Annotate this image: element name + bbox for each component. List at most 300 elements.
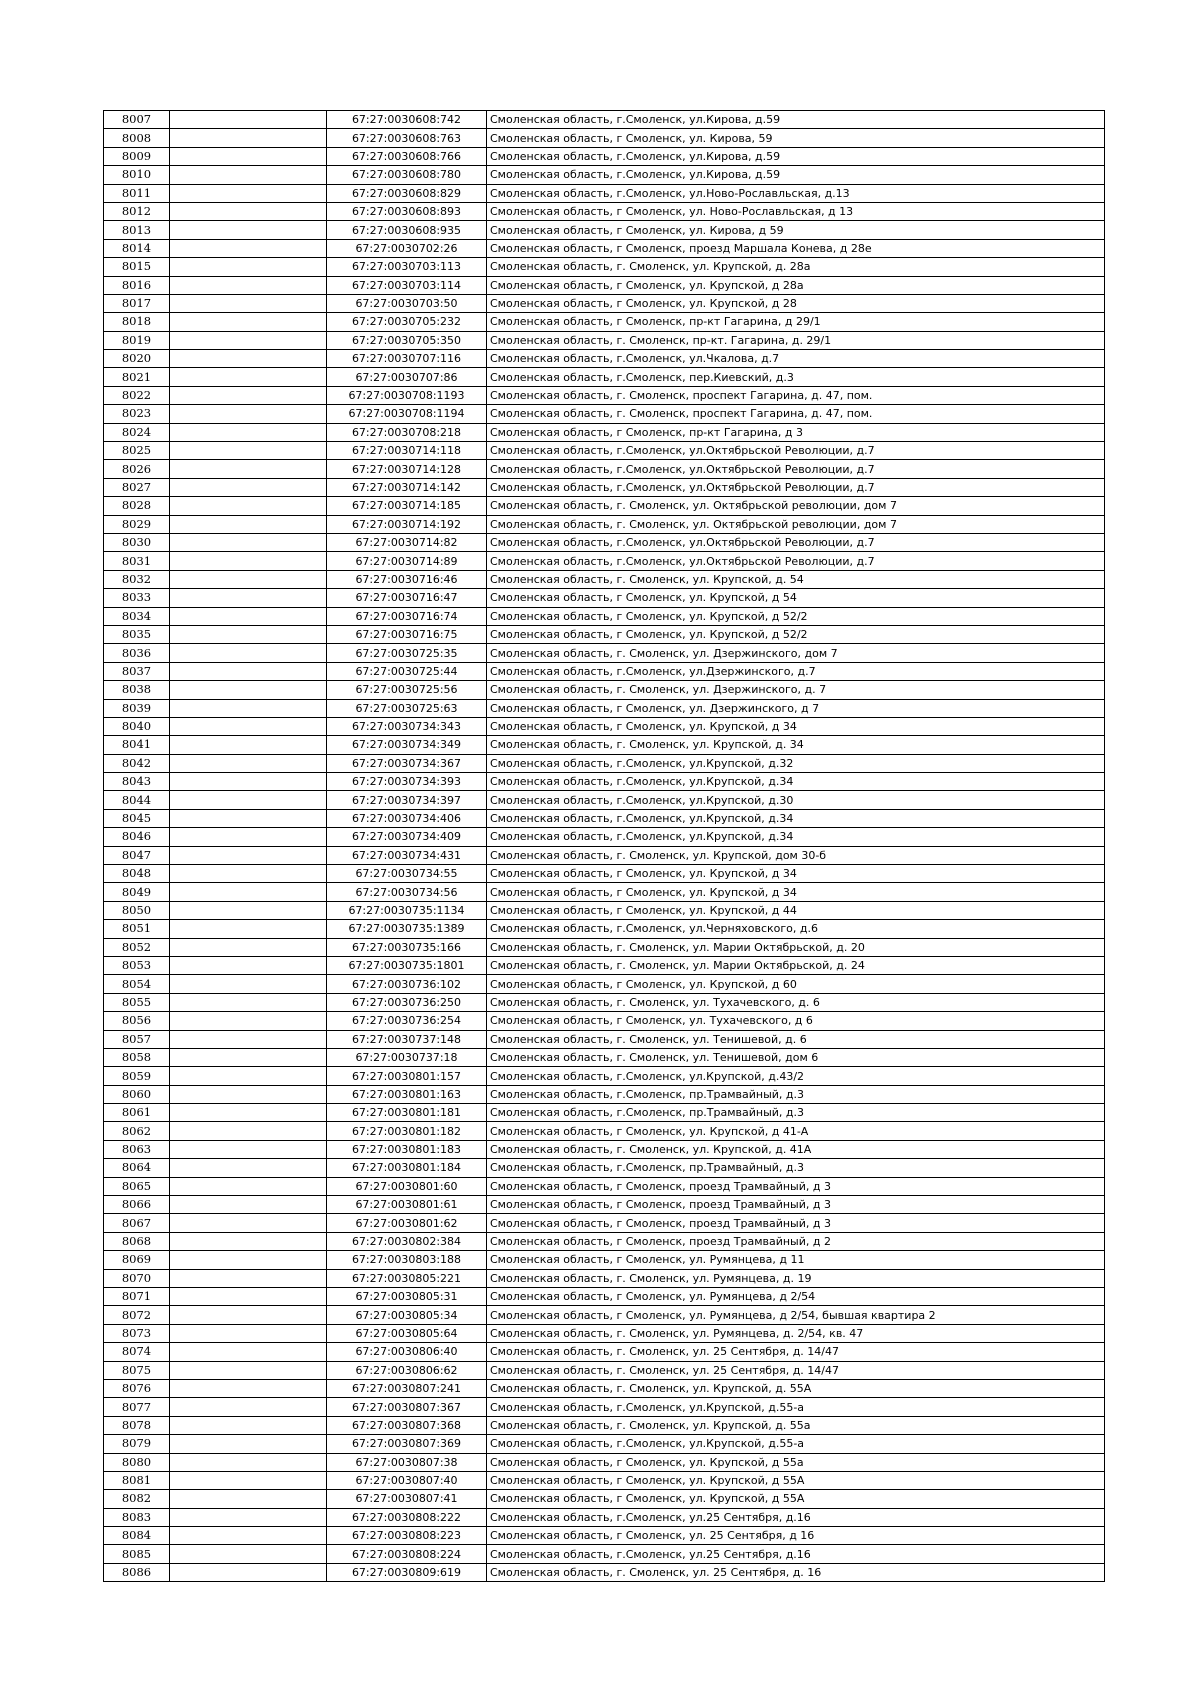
cadastral-number: 67:27:0030808:224 bbox=[327, 1545, 487, 1563]
table-row bbox=[104, 1508, 1105, 1526]
address: Смоленская область, г Смоленск, ул. Кирова, д 59 bbox=[487, 221, 1105, 239]
cadastral-number: 67:27:0030708:1193 bbox=[327, 386, 487, 404]
table-row bbox=[104, 1324, 1105, 1342]
empty-cell bbox=[170, 607, 327, 625]
address: Смоленская область, г. Смоленск, ул. Крупской, д. 54 bbox=[487, 570, 1105, 588]
address: Смоленская область, г Смоленск, ул. Крупской, д 52/2 bbox=[487, 607, 1105, 625]
empty-cell bbox=[170, 515, 327, 533]
row-number: 8045 bbox=[104, 809, 170, 827]
cadastral-number: 67:27:0030805:34 bbox=[327, 1306, 487, 1324]
table-row bbox=[104, 478, 1105, 496]
address: Смоленская область, г Смоленск, ул. Румянцева, д 2/54, бывшая квартира 2 bbox=[487, 1306, 1105, 1324]
cadastral-number: 67:27:0030737:148 bbox=[327, 1030, 487, 1048]
table-row bbox=[104, 184, 1105, 202]
empty-cell bbox=[170, 754, 327, 772]
cadastral-number: 67:27:0030608:935 bbox=[327, 221, 487, 239]
table-row bbox=[104, 773, 1105, 791]
cadastral-number: 67:27:0030707:116 bbox=[327, 350, 487, 368]
address: Смоленская область, г. Смоленск, ул. Румянцева, д. 2/54, кв. 47 bbox=[487, 1324, 1105, 1342]
cadastral-number: 67:27:0030809:619 bbox=[327, 1563, 487, 1581]
row-number: 8050 bbox=[104, 901, 170, 919]
cadastral-number: 67:27:0030608:829 bbox=[327, 184, 487, 202]
table-row bbox=[104, 1288, 1105, 1306]
table-row bbox=[104, 386, 1105, 404]
table-row bbox=[104, 1140, 1105, 1158]
cadastral-number: 67:27:0030703:50 bbox=[327, 294, 487, 312]
empty-cell bbox=[170, 294, 327, 312]
cadastral-number: 67:27:0030734:55 bbox=[327, 865, 487, 883]
cadastral-number: 67:27:0030714:142 bbox=[327, 478, 487, 496]
row-number: 8020 bbox=[104, 350, 170, 368]
address: Смоленская область, г. Смоленск, ул. Дзержинского, д. 7 bbox=[487, 681, 1105, 699]
cadastral-number: 67:27:0030725:56 bbox=[327, 681, 487, 699]
property-table-body bbox=[104, 111, 1105, 1582]
cadastral-number: 67:27:0030714:118 bbox=[327, 442, 487, 460]
table-row bbox=[104, 1343, 1105, 1361]
table-row bbox=[104, 1361, 1105, 1379]
row-number: 8059 bbox=[104, 1067, 170, 1085]
empty-cell bbox=[170, 1030, 327, 1048]
table-row bbox=[104, 1545, 1105, 1563]
empty-cell bbox=[170, 221, 327, 239]
address: Смоленская область, г Смоленск, ул. Ново-Рославльская, д 13 bbox=[487, 202, 1105, 220]
address: Смоленская область, г.Смоленск, ул.Крупской, д.32 bbox=[487, 754, 1105, 772]
table-row bbox=[104, 736, 1105, 754]
table-row bbox=[104, 350, 1105, 368]
table-row bbox=[104, 570, 1105, 588]
row-number: 8027 bbox=[104, 478, 170, 496]
row-number: 8066 bbox=[104, 1196, 170, 1214]
row-number: 8033 bbox=[104, 589, 170, 607]
row-number: 8060 bbox=[104, 1085, 170, 1103]
row-number: 8023 bbox=[104, 405, 170, 423]
row-number: 8037 bbox=[104, 662, 170, 680]
table-row bbox=[104, 221, 1105, 239]
empty-cell bbox=[170, 313, 327, 331]
row-number: 8016 bbox=[104, 276, 170, 294]
table-row bbox=[104, 129, 1105, 147]
empty-cell bbox=[170, 1563, 327, 1581]
cadastral-number: 67:27:0030801:182 bbox=[327, 1122, 487, 1140]
empty-cell bbox=[170, 1048, 327, 1066]
cadastral-number: 67:27:0030802:384 bbox=[327, 1232, 487, 1250]
address: Смоленская область, г. Смоленск, ул. Крупской, д. 55а bbox=[487, 1416, 1105, 1434]
empty-cell bbox=[170, 920, 327, 938]
cadastral-number: 67:27:0030801:60 bbox=[327, 1177, 487, 1195]
row-number: 8086 bbox=[104, 1563, 170, 1581]
address: Смоленская область, г.Смоленск, ул.Крупской, д.55-а bbox=[487, 1398, 1105, 1416]
cadastral-number: 67:27:0030705:232 bbox=[327, 313, 487, 331]
table-row bbox=[104, 1122, 1105, 1140]
empty-cell bbox=[170, 773, 327, 791]
row-number: 8038 bbox=[104, 681, 170, 699]
row-number: 8058 bbox=[104, 1048, 170, 1066]
cadastral-number: 67:27:0030734:409 bbox=[327, 828, 487, 846]
table-row bbox=[104, 258, 1105, 276]
address: Смоленская область, г. Смоленск, ул. Тухачевского, д. 6 bbox=[487, 993, 1105, 1011]
empty-cell bbox=[170, 589, 327, 607]
cadastral-number: 67:27:0030801:184 bbox=[327, 1159, 487, 1177]
row-number: 8024 bbox=[104, 423, 170, 441]
empty-cell bbox=[170, 1104, 327, 1122]
address: Смоленская область, г.Смоленск, пр.Трамвайный, д.3 bbox=[487, 1104, 1105, 1122]
empty-cell bbox=[170, 1177, 327, 1195]
cadastral-number: 67:27:0030807:369 bbox=[327, 1435, 487, 1453]
table-row bbox=[104, 239, 1105, 257]
table-row bbox=[104, 644, 1105, 662]
empty-cell bbox=[170, 625, 327, 643]
address: Смоленская область, г Смоленск, проезд Трамвайный, д 3 bbox=[487, 1177, 1105, 1195]
address: Смоленская область, г.Смоленск, ул.Кирова, д.59 bbox=[487, 111, 1105, 129]
empty-cell bbox=[170, 717, 327, 735]
table-row bbox=[104, 1379, 1105, 1397]
cadastral-number: 67:27:0030716:46 bbox=[327, 570, 487, 588]
address: Смоленская область, г.Смоленск, ул.Крупской, д.30 bbox=[487, 791, 1105, 809]
table-row bbox=[104, 589, 1105, 607]
empty-cell bbox=[170, 1306, 327, 1324]
cadastral-number: 67:27:0030714:82 bbox=[327, 533, 487, 551]
empty-cell bbox=[170, 1361, 327, 1379]
table-row bbox=[104, 1159, 1105, 1177]
row-number: 8030 bbox=[104, 533, 170, 551]
table-row bbox=[104, 1177, 1105, 1195]
empty-cell bbox=[170, 883, 327, 901]
address: Смоленская область, г.Смоленск, ул.Кирова, д.59 bbox=[487, 147, 1105, 165]
empty-cell bbox=[170, 1527, 327, 1545]
table-row bbox=[104, 276, 1105, 294]
address: Смоленская область, г. Смоленск, ул. 25 Сентября, д. 14/47 bbox=[487, 1343, 1105, 1361]
cadastral-number: 67:27:0030734:397 bbox=[327, 791, 487, 809]
cadastral-number: 67:27:0030806:40 bbox=[327, 1343, 487, 1361]
address: Смоленская область, г Смоленск, проезд Трамвайный, д 3 bbox=[487, 1214, 1105, 1232]
table-row bbox=[104, 313, 1105, 331]
table-row bbox=[104, 717, 1105, 735]
address: Смоленская область, г.Смоленск, ул.Чкалова, д.7 bbox=[487, 350, 1105, 368]
row-number: 8049 bbox=[104, 883, 170, 901]
address: Смоленская область, г Смоленск, ул. Румянцева, д 11 bbox=[487, 1251, 1105, 1269]
empty-cell bbox=[170, 1324, 327, 1342]
row-number: 8036 bbox=[104, 644, 170, 662]
address: Смоленская область, г.Смоленск, пр.Трамвайный, д.3 bbox=[487, 1085, 1105, 1103]
table-row bbox=[104, 1453, 1105, 1471]
cadastral-number: 67:27:0030736:102 bbox=[327, 975, 487, 993]
row-number: 8055 bbox=[104, 993, 170, 1011]
address: Смоленская область, г.Смоленск, ул.Крупской, д.34 bbox=[487, 809, 1105, 827]
cadastral-number: 67:27:0030734:393 bbox=[327, 773, 487, 791]
cadastral-number: 67:27:0030736:254 bbox=[327, 1012, 487, 1030]
empty-cell bbox=[170, 1251, 327, 1269]
cadastral-number: 67:27:0030734:56 bbox=[327, 883, 487, 901]
table-row bbox=[104, 938, 1105, 956]
empty-cell bbox=[170, 1379, 327, 1397]
empty-cell bbox=[170, 129, 327, 147]
row-number: 8009 bbox=[104, 147, 170, 165]
cadastral-number: 67:27:0030805:64 bbox=[327, 1324, 487, 1342]
address: Смоленская область, г. Смоленск, ул. Марии Октябрьской, д. 20 bbox=[487, 938, 1105, 956]
table-row bbox=[104, 1416, 1105, 1434]
table-row bbox=[104, 442, 1105, 460]
empty-cell bbox=[170, 938, 327, 956]
row-number: 8007 bbox=[104, 111, 170, 129]
table-row bbox=[104, 975, 1105, 993]
cadastral-number: 67:27:0030801:61 bbox=[327, 1196, 487, 1214]
empty-cell bbox=[170, 1269, 327, 1287]
empty-cell bbox=[170, 570, 327, 588]
cadastral-number: 67:27:0030725:63 bbox=[327, 699, 487, 717]
row-number: 8015 bbox=[104, 258, 170, 276]
row-number: 8077 bbox=[104, 1398, 170, 1416]
empty-cell bbox=[170, 478, 327, 496]
empty-cell bbox=[170, 644, 327, 662]
row-number: 8019 bbox=[104, 331, 170, 349]
row-number: 8012 bbox=[104, 202, 170, 220]
address: Смоленская область, г.Смоленск, ул.Крупской, д.43/2 bbox=[487, 1067, 1105, 1085]
cadastral-number: 67:27:0030608:780 bbox=[327, 166, 487, 184]
row-number: 8014 bbox=[104, 239, 170, 257]
cadastral-number: 67:27:0030801:183 bbox=[327, 1140, 487, 1158]
address: Смоленская область, г. Смоленск, ул. Октябрьской революции, дом 7 bbox=[487, 515, 1105, 533]
table-row bbox=[104, 1398, 1105, 1416]
cadastral-number: 67:27:0030734:367 bbox=[327, 754, 487, 772]
cadastral-number: 67:27:0030714:192 bbox=[327, 515, 487, 533]
address: Смоленская область, г Смоленск, ул. Крупской, д 55А bbox=[487, 1471, 1105, 1489]
table-row bbox=[104, 1306, 1105, 1324]
address: Смоленская область, г Смоленск, ул. Крупской, д 55А bbox=[487, 1490, 1105, 1508]
row-number: 8076 bbox=[104, 1379, 170, 1397]
empty-cell bbox=[170, 1140, 327, 1158]
table-row bbox=[104, 828, 1105, 846]
table-row bbox=[104, 111, 1105, 129]
address: Смоленская область, г. Смоленск, проспект Гагарина, д. 47, пом. bbox=[487, 405, 1105, 423]
empty-cell bbox=[170, 423, 327, 441]
address: Смоленская область, г.Смоленск, ул.Крупской, д.34 bbox=[487, 773, 1105, 791]
cadastral-number: 67:27:0030807:368 bbox=[327, 1416, 487, 1434]
row-number: 8034 bbox=[104, 607, 170, 625]
cadastral-number: 67:27:0030801:157 bbox=[327, 1067, 487, 1085]
cadastral-number: 67:27:0030725:44 bbox=[327, 662, 487, 680]
table-row bbox=[104, 1232, 1105, 1250]
row-number: 8040 bbox=[104, 717, 170, 735]
empty-cell bbox=[170, 1398, 327, 1416]
address: Смоленская область, г Смоленск, проезд Маршала Конева, д 28е bbox=[487, 239, 1105, 257]
row-number: 8047 bbox=[104, 846, 170, 864]
cadastral-number: 67:27:0030608:766 bbox=[327, 147, 487, 165]
address: Смоленская область, г Смоленск, ул. Крупской, д 54 bbox=[487, 589, 1105, 607]
row-number: 8032 bbox=[104, 570, 170, 588]
empty-cell bbox=[170, 1012, 327, 1030]
row-number: 8052 bbox=[104, 938, 170, 956]
row-number: 8074 bbox=[104, 1343, 170, 1361]
cadastral-number: 67:27:0030737:18 bbox=[327, 1048, 487, 1066]
empty-cell bbox=[170, 1085, 327, 1103]
empty-cell bbox=[170, 1067, 327, 1085]
address: Смоленская область, г.Смоленск, ул.Крупской, д.34 bbox=[487, 828, 1105, 846]
empty-cell bbox=[170, 993, 327, 1011]
table-row bbox=[104, 423, 1105, 441]
address: Смоленская область, г Смоленск, ул. Крупской, д 60 bbox=[487, 975, 1105, 993]
empty-cell bbox=[170, 1416, 327, 1434]
address: Смоленская область, г.Смоленск, ул.Октябрьской Революции, д.7 bbox=[487, 460, 1105, 478]
cadastral-number: 67:27:0030714:128 bbox=[327, 460, 487, 478]
table-row bbox=[104, 662, 1105, 680]
address: Смоленская область, г Смоленск, ул. Дзержинского, д 7 bbox=[487, 699, 1105, 717]
address: Смоленская область, г Смоленск, ул. Крупской, д 28а bbox=[487, 276, 1105, 294]
table-row bbox=[104, 1490, 1105, 1508]
row-number: 8075 bbox=[104, 1361, 170, 1379]
address: Смоленская область, г Смоленск, ул. Румянцева, д 2/54 bbox=[487, 1288, 1105, 1306]
row-number: 8082 bbox=[104, 1490, 170, 1508]
table-row bbox=[104, 1563, 1105, 1581]
cadastral-number: 67:27:0030716:74 bbox=[327, 607, 487, 625]
address: Смоленская область, г.Смоленск, ул.Кирова, д.59 bbox=[487, 166, 1105, 184]
address: Смоленская область, г Смоленск, проезд Трамвайный, д 2 bbox=[487, 1232, 1105, 1250]
row-number: 8029 bbox=[104, 515, 170, 533]
address: Смоленская область, г. Смоленск, пр-кт. Гагарина, д. 29/1 bbox=[487, 331, 1105, 349]
empty-cell bbox=[170, 828, 327, 846]
table-row bbox=[104, 331, 1105, 349]
address: Смоленская область, г Смоленск, ул. Крупской, д 34 bbox=[487, 717, 1105, 735]
table-row bbox=[104, 809, 1105, 827]
empty-cell bbox=[170, 442, 327, 460]
table-row bbox=[104, 405, 1105, 423]
cadastral-number: 67:27:0030736:250 bbox=[327, 993, 487, 1011]
address: Смоленская область, г. Смоленск, ул. 25 Сентября, д. 16 bbox=[487, 1563, 1105, 1581]
table-row bbox=[104, 993, 1105, 1011]
table-row bbox=[104, 920, 1105, 938]
empty-cell bbox=[170, 681, 327, 699]
row-number: 8073 bbox=[104, 1324, 170, 1342]
table-row bbox=[104, 699, 1105, 717]
empty-cell bbox=[170, 1545, 327, 1563]
cadastral-number: 67:27:0030716:47 bbox=[327, 589, 487, 607]
cadastral-number: 67:27:0030801:62 bbox=[327, 1214, 487, 1232]
cadastral-number: 67:27:0030608:763 bbox=[327, 129, 487, 147]
address: Смоленская область, г.Смоленск, ул.Октябрьской Революции, д.7 bbox=[487, 442, 1105, 460]
row-number: 8083 bbox=[104, 1508, 170, 1526]
cadastral-number: 67:27:0030716:75 bbox=[327, 625, 487, 643]
cadastral-number: 67:27:0030806:62 bbox=[327, 1361, 487, 1379]
table-row bbox=[104, 1435, 1105, 1453]
cadastral-number: 67:27:0030735:1389 bbox=[327, 920, 487, 938]
table-row bbox=[104, 625, 1105, 643]
empty-cell bbox=[170, 552, 327, 570]
address: Смоленская область, г. Смоленск, ул. Крупской, дом 30-б bbox=[487, 846, 1105, 864]
row-number: 8057 bbox=[104, 1030, 170, 1048]
table-row bbox=[104, 515, 1105, 533]
empty-cell bbox=[170, 846, 327, 864]
empty-cell bbox=[170, 147, 327, 165]
table-row bbox=[104, 865, 1105, 883]
table-row bbox=[104, 956, 1105, 974]
row-number: 8081 bbox=[104, 1471, 170, 1489]
table-row bbox=[104, 368, 1105, 386]
cadastral-number: 67:27:0030807:367 bbox=[327, 1398, 487, 1416]
cadastral-number: 67:27:0030805:31 bbox=[327, 1288, 487, 1306]
address: Смоленская область, г Смоленск, пр-кт Гагарина, д 3 bbox=[487, 423, 1105, 441]
address: Смоленская область, г Смоленск, ул. Крупской, д 34 bbox=[487, 865, 1105, 883]
table-row bbox=[104, 681, 1105, 699]
row-number: 8008 bbox=[104, 129, 170, 147]
row-number: 8071 bbox=[104, 1288, 170, 1306]
row-number: 8031 bbox=[104, 552, 170, 570]
row-number: 8043 bbox=[104, 773, 170, 791]
empty-cell bbox=[170, 460, 327, 478]
cadastral-number: 67:27:0030805:221 bbox=[327, 1269, 487, 1287]
empty-cell bbox=[170, 111, 327, 129]
cadastral-number: 67:27:0030808:223 bbox=[327, 1527, 487, 1545]
row-number: 8035 bbox=[104, 625, 170, 643]
empty-cell bbox=[170, 662, 327, 680]
cadastral-number: 67:27:0030807:40 bbox=[327, 1471, 487, 1489]
row-number: 8042 bbox=[104, 754, 170, 772]
empty-cell bbox=[170, 975, 327, 993]
row-number: 8079 bbox=[104, 1435, 170, 1453]
row-number: 8064 bbox=[104, 1159, 170, 1177]
address: Смоленская область, г Смоленск, ул. Тухачевского, д 6 bbox=[487, 1012, 1105, 1030]
row-number: 8069 bbox=[104, 1251, 170, 1269]
address: Смоленская область, г. Смоленск, ул. Тенишевой, дом 6 bbox=[487, 1048, 1105, 1066]
table-row bbox=[104, 1067, 1105, 1085]
address: Смоленская область, г. Смоленск, ул. Марии Октябрьской, д. 24 bbox=[487, 956, 1105, 974]
table-row bbox=[104, 791, 1105, 809]
empty-cell bbox=[170, 166, 327, 184]
table-row bbox=[104, 1527, 1105, 1545]
address: Смоленская область, г Смоленск, ул. Крупской, д 55а bbox=[487, 1453, 1105, 1471]
cadastral-number: 67:27:0030714:89 bbox=[327, 552, 487, 570]
empty-cell bbox=[170, 1122, 327, 1140]
empty-cell bbox=[170, 809, 327, 827]
empty-cell bbox=[170, 1490, 327, 1508]
row-number: 8022 bbox=[104, 386, 170, 404]
row-number: 8080 bbox=[104, 1453, 170, 1471]
address: Смоленская область, г. Смоленск, ул. Дзержинского, дом 7 bbox=[487, 644, 1105, 662]
address: Смоленская область, г Смоленск, ул. Крупской, д 44 bbox=[487, 901, 1105, 919]
address: Смоленская область, г Смоленск, проезд Трамвайный, д 3 bbox=[487, 1196, 1105, 1214]
address: Смоленская область, г.Смоленск, ул.Октябрьской Революции, д.7 bbox=[487, 478, 1105, 496]
row-number: 8070 bbox=[104, 1269, 170, 1287]
row-number: 8067 bbox=[104, 1214, 170, 1232]
address: Смоленская область, г.Смоленск, ул.Крупской, д.55-а bbox=[487, 1435, 1105, 1453]
row-number: 8046 bbox=[104, 828, 170, 846]
cadastral-number: 67:27:0030707:86 bbox=[327, 368, 487, 386]
table-row bbox=[104, 754, 1105, 772]
table-row bbox=[104, 1104, 1105, 1122]
cadastral-number: 67:27:0030702:26 bbox=[327, 239, 487, 257]
cadastral-number: 67:27:0030734:406 bbox=[327, 809, 487, 827]
empty-cell bbox=[170, 1196, 327, 1214]
empty-cell bbox=[170, 368, 327, 386]
row-number: 8062 bbox=[104, 1122, 170, 1140]
address: Смоленская область, г. Смоленск, проспект Гагарина, д. 47, пом. bbox=[487, 386, 1105, 404]
row-number: 8039 bbox=[104, 699, 170, 717]
empty-cell bbox=[170, 331, 327, 349]
cadastral-number: 67:27:0030608:893 bbox=[327, 202, 487, 220]
table-row bbox=[104, 533, 1105, 551]
cadastral-number: 67:27:0030703:113 bbox=[327, 258, 487, 276]
row-number: 8025 bbox=[104, 442, 170, 460]
address: Смоленская область, г. Смоленск, ул. Октябрьской революции, дом 7 bbox=[487, 497, 1105, 515]
row-number: 8011 bbox=[104, 184, 170, 202]
empty-cell bbox=[170, 1343, 327, 1361]
address: Смоленская область, г.Смоленск, ул.25 Сентября, д.16 bbox=[487, 1508, 1105, 1526]
table-row bbox=[104, 166, 1105, 184]
address: Смоленская область, г Смоленск, пр-кт Гагарина, д 29/1 bbox=[487, 313, 1105, 331]
address: Смоленская область, г. Смоленск, ул. 25 Сентября, д. 14/47 bbox=[487, 1361, 1105, 1379]
cadastral-number: 67:27:0030705:350 bbox=[327, 331, 487, 349]
table-row bbox=[104, 147, 1105, 165]
row-number: 8026 bbox=[104, 460, 170, 478]
address: Смоленская область, г. Смоленск, ул. Крупской, д. 55А bbox=[487, 1379, 1105, 1397]
